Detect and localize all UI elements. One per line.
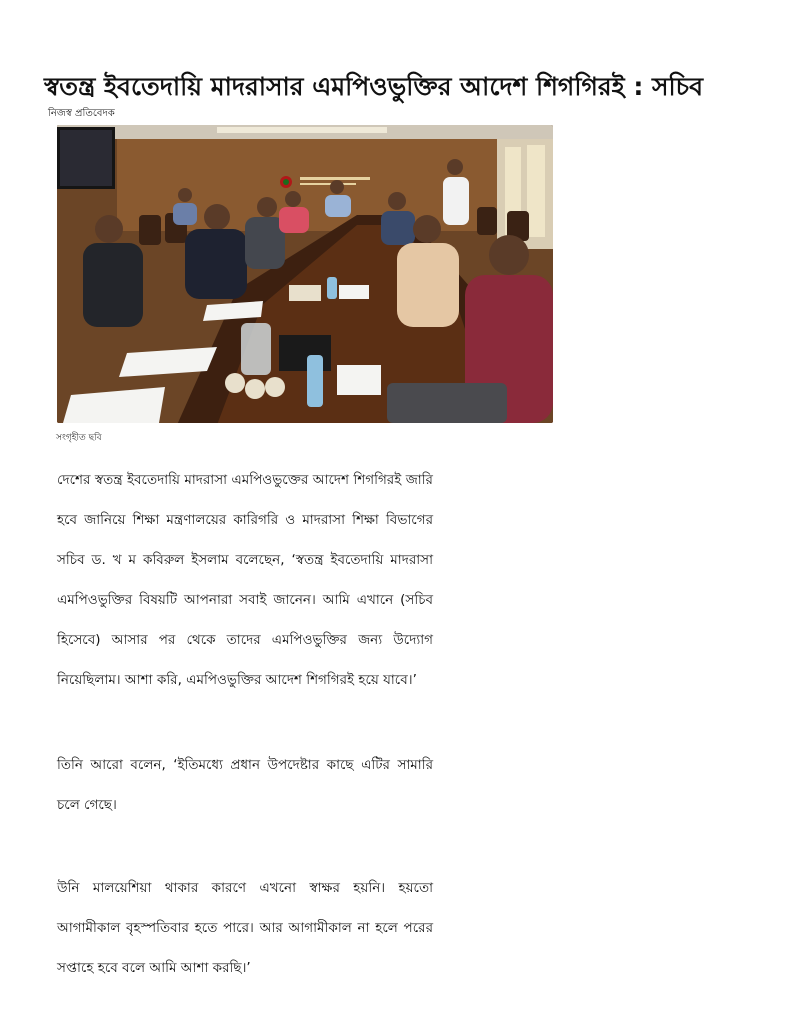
- byline: নিজস্ব প্রতিবেদক: [48, 108, 115, 119]
- article-photo: [57, 125, 553, 423]
- article-paragraph: তিনি আরো বলেন, ‘ইতিমধ্যে প্রধান উপদেষ্টার কাছে এটির সামারি চলে গেছে।: [57, 757, 433, 813]
- photo-caption: সংগৃহীত ছবি: [56, 433, 102, 443]
- article-headline: স্বতন্ত্র ইবতেদায়ি মাদরাসার এমপিওভুক্তির আদেশ শিগগিরই : সচিব: [44, 71, 704, 101]
- article-paragraph: দেশের স্বতন্ত্র ইবতেদায়ি মাদরাসা এমপিওভুক্তের আদেশ শিগগিরই জারি হবে জানিয়ে শিক্ষা মন্ত্রণালয়ের কারিগরি ও মাদরাসা শিক্ষা বিভাগের সচিব ড. খ ম কবিরুল ইসলাম বলেছেন, ‘স্বতন্ত্র ইবতেদায়ি মাদরাসা এমপিওভুক্তির বিষয়টি আপনারা সবাই জানেন। আমি এখানে (সচিব হিসেবে) আসার পর থেকে তাদের এমপিওভুক্তির জন্য উদ্যোগ নিয়েছিলাম। আশা করি, এমপিওভুক্তির আদেশ শিগগিরই হয়ে যাবে।’: [57, 472, 433, 688]
- article-paragraph: উনি মালয়েশিয়া থাকার কারণে এখনো স্বাক্ষর হয়নি। হয়তো আগামীকাল বৃহস্পতিবার হতে পারে। আর আগামীকাল না হলে পরের সপ্তাহে হবে বলে আমি আশা করছি।’: [57, 880, 433, 976]
